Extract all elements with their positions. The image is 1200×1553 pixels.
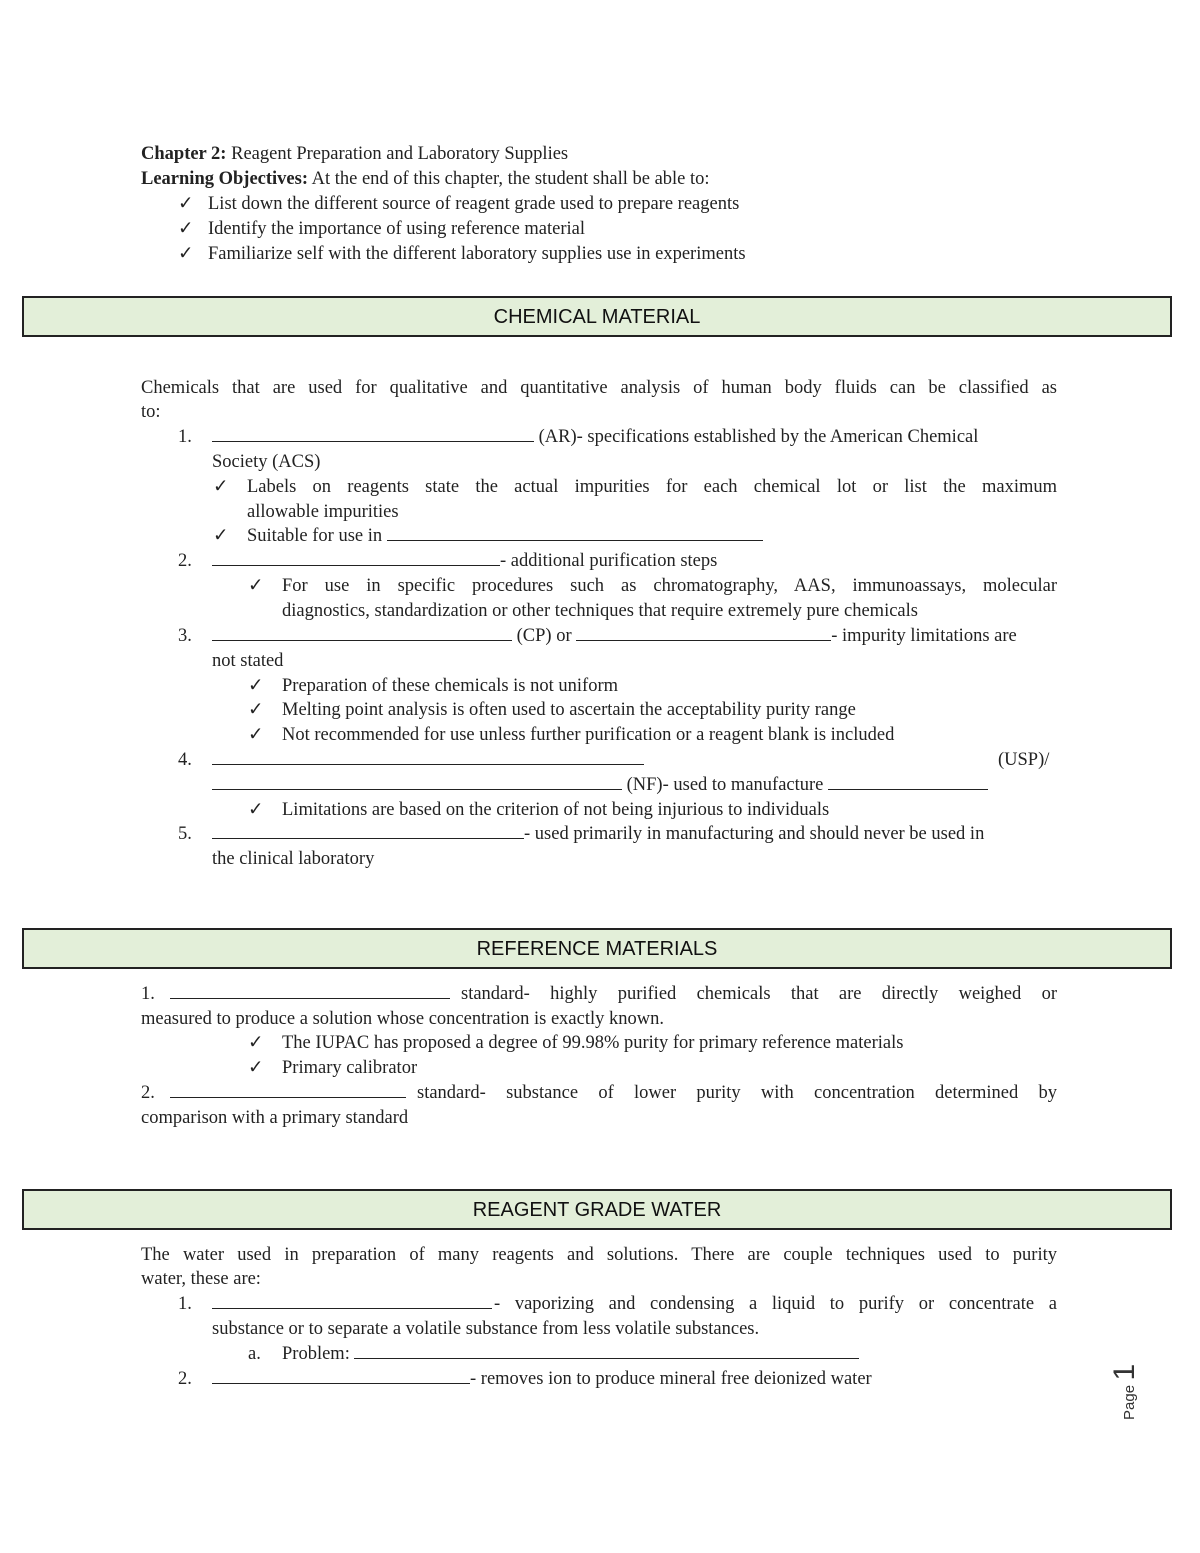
objective-item: [178, 217, 585, 242]
bullet-text: Suitable for use in: [247, 526, 383, 546]
objective-text: List down the different source of reagent grade used to prepare reagents: [208, 194, 740, 214]
section-banner-chemical-material: CHEMICAL MATERIAL: [22, 296, 1172, 337]
check-icon: ✓: [248, 1033, 264, 1053]
check-icon: ✓: [248, 800, 264, 820]
check-icon: ✓: [248, 676, 264, 696]
chemical-intro: Chemicals that are used for qualitative and quantitative analysis of human body fluids can be classified as: [141, 378, 1057, 398]
answer-blank: [212, 549, 500, 566]
water-item-1: [212, 1292, 492, 1317]
reference-item-2: [170, 1081, 406, 1106]
answer-blank: [212, 773, 622, 790]
item-text: (CP) or: [516, 626, 572, 646]
item-text: (NF)- used to manufacture: [626, 775, 824, 795]
check-icon: ✓: [248, 725, 264, 745]
bullet-text: Preparation of these chemicals is not uniform: [282, 676, 618, 696]
answer-blank: [212, 748, 644, 765]
check-bullet: [248, 723, 894, 748]
check-icon: ✓: [178, 244, 194, 264]
water-intro-cont: water, these are:: [141, 1269, 261, 1289]
chapter-title: Reagent Preparation and Laboratory Supplies: [231, 144, 569, 164]
chemical-item-4-cont: [212, 773, 988, 798]
item-text: standard- substance of lower purity with concentration determined by: [417, 1083, 1057, 1103]
item-text-cont: not stated: [212, 651, 284, 671]
water-item-2: [212, 1367, 872, 1392]
item-number: 1.: [178, 427, 192, 447]
item-text: - impurity limitations are: [831, 626, 1017, 646]
sub-item: [248, 1342, 859, 1367]
item-number: 5.: [178, 824, 192, 844]
bullet-text: Not recommended for use unless further purification or a reagent blank is included: [282, 725, 895, 745]
objective-text: Familiarize self with the different laboratory supplies use in experiments: [208, 244, 746, 264]
bullet-text-cont: allowable impurities: [247, 502, 399, 522]
objective-text: Identify the importance of using reference material: [208, 219, 586, 239]
item-number: 1.: [141, 984, 155, 1004]
check-icon: ✓: [248, 700, 264, 720]
bullet-text: For use in specific procedures such as chromatography, AAS, immunoassays, molecular: [282, 576, 1057, 596]
objective-item: [178, 242, 746, 267]
answer-blank: [212, 624, 512, 641]
check-bullet: [248, 574, 282, 599]
item-text: - removes ion to produce mineral free deionized water: [470, 1369, 872, 1389]
answer-blank: [212, 1367, 470, 1384]
item-number: 3.: [178, 626, 192, 646]
answer-blank: [354, 1342, 859, 1359]
answer-blank: [387, 524, 763, 541]
check-bullet: [248, 674, 618, 699]
bullet-text: The IUPAC has proposed a degree of 99.98% purity for primary reference materials: [282, 1033, 904, 1053]
usp-text: (USP)/: [998, 750, 1050, 770]
check-bullet: [213, 475, 247, 500]
check-icon: ✓: [213, 526, 229, 546]
page-word: Page: [1121, 1384, 1138, 1420]
page-number: [1108, 1330, 1178, 1420]
item-text: (AR)- specifications established by the American Chemical: [538, 427, 979, 447]
answer-blank: [212, 822, 524, 839]
page-number-value: 1: [1108, 1363, 1141, 1381]
check-icon: ✓: [178, 194, 194, 214]
item-text-cont: Society (ACS): [212, 452, 321, 472]
chemical-item-4: [212, 748, 644, 773]
objectives-heading: [141, 167, 710, 192]
bullet-text: Primary calibrator: [282, 1058, 418, 1078]
item-text: standard- highly purified chemicals that are directly weighed or: [461, 984, 1057, 1004]
chemical-item-3: [212, 624, 1017, 649]
answer-blank: [212, 1292, 492, 1309]
check-icon: ✓: [178, 219, 194, 239]
sub-item-text: Problem:: [282, 1344, 350, 1364]
section-banner-reagent-grade-water: REAGENT GRADE WATER: [22, 1189, 1172, 1230]
answer-blank: [212, 425, 534, 442]
item-text: - used primarily in manufacturing and should never be used in: [524, 824, 985, 844]
chemical-item-5: [212, 822, 984, 847]
sub-item-label: a.: [248, 1344, 261, 1364]
answer-blank: [170, 1081, 406, 1098]
check-bullet: [248, 1056, 417, 1081]
check-icon: ✓: [248, 576, 264, 596]
check-icon: ✓: [213, 477, 229, 497]
objectives-intro: At the end of this chapter, the student shall be able to:: [311, 169, 710, 189]
section-banner-reference-materials: REFERENCE MATERIALS: [22, 928, 1172, 969]
check-bullet: [213, 524, 763, 549]
chemical-item-2: [212, 549, 717, 574]
check-bullet: [248, 698, 856, 723]
item-number: 2.: [141, 1083, 155, 1103]
answer-blank: [170, 982, 450, 999]
item-number: 2.: [178, 1369, 192, 1389]
chapter-heading: [141, 142, 568, 167]
objectives-label: Learning Objectives:: [141, 169, 308, 189]
item-text-cont: substance or to separate a volatile substance from less volatile substances.: [212, 1319, 760, 1339]
item-number: 2.: [178, 551, 192, 571]
water-intro: The water used in preparation of many reagents and solutions. There are couple techniques used to purity: [141, 1245, 1057, 1265]
item-text-cont: measured to produce a solution whose concentration is exactly known.: [141, 1009, 664, 1029]
chemical-intro-cont: to:: [141, 402, 161, 422]
item-text: - additional purification steps: [500, 551, 718, 571]
chapter-label: Chapter 2:: [141, 144, 227, 164]
answer-blank: [828, 773, 988, 790]
check-bullet: [248, 798, 829, 823]
bullet-text-cont: diagnostics, standardization or other techniques that require extremely pure chemicals: [282, 601, 918, 621]
bullet-text: Labels on reagents state the actual impurities for each chemical lot or list the maximum: [247, 477, 1057, 497]
item-text-cont: comparison with a primary standard: [141, 1108, 409, 1128]
bullet-text: Melting point analysis is often used to ascertain the acceptability purity range: [282, 700, 856, 720]
item-text: - vaporizing and condensing a liquid to purify or concentrate a: [494, 1294, 1057, 1314]
item-number: 1.: [178, 1294, 192, 1314]
reference-item-1: [170, 982, 450, 1007]
answer-blank: [576, 624, 831, 641]
chemical-item-1: [212, 425, 978, 450]
bullet-text: Limitations are based on the criterion of not being injurious to individuals: [282, 800, 830, 820]
objective-item: [178, 192, 739, 217]
check-bullet: [248, 1031, 903, 1056]
item-number: 4.: [178, 750, 192, 770]
item-text-cont: the clinical laboratory: [212, 849, 375, 869]
check-icon: ✓: [248, 1058, 264, 1078]
